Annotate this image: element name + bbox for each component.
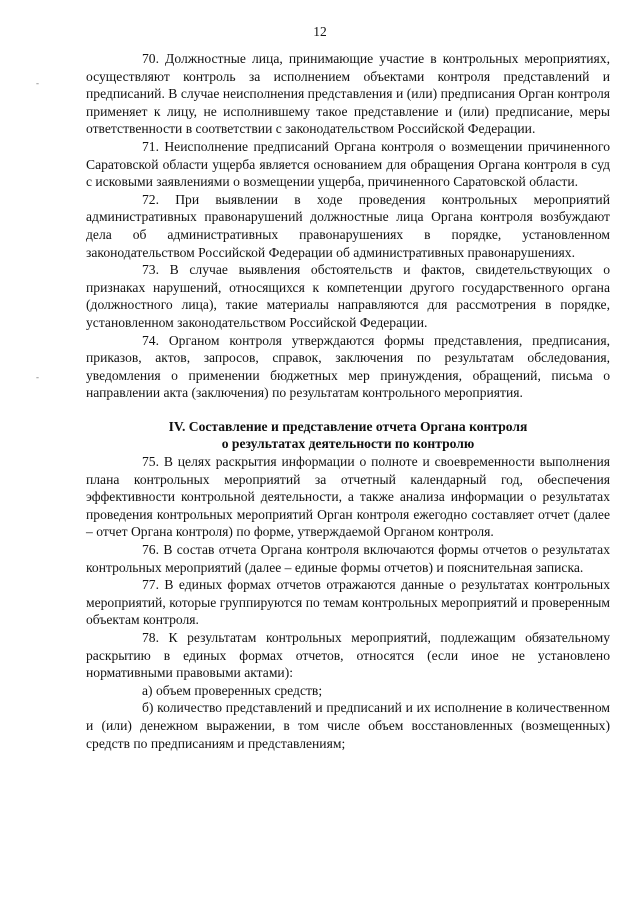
paragraph-76: 76. В состав отчета Органа контроля включаются формы отчетов о результатах контрольных мероприятий (далее – единые формы отчетов) и пояснительная записка. (86, 542, 610, 575)
section-heading-line-2: о результатах деятельности по контролю (221, 436, 475, 452)
paragraph-77: 77. В единых формах отчетов отражаются данные о результатах контрольных мероприятий, которые группируются по темам контрольных мероприятий и проверенным объектам контроля. (86, 577, 610, 628)
section-heading-line-1: IV. Составление и представление отчета Органа контроля (168, 418, 528, 434)
paragraph-75: 75. В целях раскрытия информации о полноте и своевременности выполнения плана контрольных мероприятий за отчетный календарный год, обеспечения эффективности контрольной деятельности, а также анализа информации о результатах проведения контрольных мероприятий Орган контроля ежегодно составляет отчет (далее – отчет Органа контроля) по форме, утверждаемой Органом контроля. (86, 454, 610, 540)
list-item-b: б) количество представлений и предписаний и их исполнение в количественном и (или) денежном выражении, в том числе объем восстановленных (возмещенных) средств по предписаниям и представлениям; (86, 700, 610, 751)
page-number: 12 (313, 24, 327, 39)
paragraph-72: 72. При выявлении в ходе проведения контрольных мероприятий административных правонарушений должностные лица Органа контроля возбуждают дела об административных правонарушениях в порядке, установленном законодательством Российской Федерации об административных правонарушениях. (86, 191, 610, 260)
list-item-a: а) объем проверенных средств; (142, 682, 323, 698)
margin-mark: - (36, 78, 39, 88)
paragraph-70: 70. Должностные лица, принимающие участие в контрольных мероприятиях, осуществляют контроль за исполнением объектами контроля представлений и предписаний. В случае неисполнения представления и (или) предписания Орган контроля применяет к лицу, не исполнившему такое представление и (или) предписание, меры ответственности в соответствии с законодательством Российской Федерации. (86, 51, 610, 137)
margin-mark: - (36, 372, 39, 382)
document-body (86, 50, 610, 752)
section-heading (86, 418, 610, 453)
paragraph-78: 78. К результатам контрольных мероприятий, подлежащим обязательному раскрытию в единых формах отчетов, относятся (если иное не установлено нормативными правовыми актами): (86, 630, 610, 681)
paragraph-74: 74. Органом контроля утверждаются формы представления, предписания, приказов, актов, запросов, справок, заключения по результатам обследования, уведомления о применении бюджетных мер принуждения, обращений, письма о направлении акта (заключения) по результатам контрольного мероприятия. (86, 332, 610, 401)
paragraph-73: 73. В случае выявления обстоятельств и фактов, свидетельствующих о признаках нарушений, относящихся к компетенции другого государственного органа (должностного лица), такие материалы направляются для рассмотрения в порядке, установленном законодательством Российской Федерации. (86, 262, 610, 330)
paragraph-71: 71. Неисполнение предписаний Органа контроля о возмещении причиненного Саратовской области ущерба является основанием для обращения Органа контроля в суд с исковыми заявлениями о возмещении ущерба, причиненного Саратовской области. (86, 138, 610, 190)
